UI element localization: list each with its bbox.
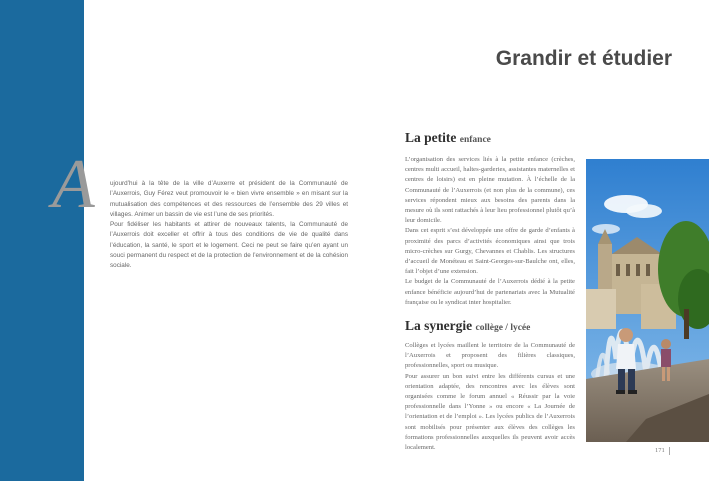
- intro-text: [110, 179, 348, 272]
- synergie-paragraph-1: Collèges et lycées maillent le territoire de la Communauté de l’Auxerrois et proposent des filières classiques, professionnelles, sport ou musique.: [405, 342, 575, 370]
- synergie-heading-sub: collège / lycée: [475, 323, 531, 333]
- synergie-heading: [405, 318, 575, 334]
- synergie-body: [405, 341, 575, 453]
- synergie-paragraph-2: Pour assurer un bon suivi entre les différents cursus et une orientation adaptée, des rencontres avec les élèves sont organisées comme le forum annuel « Réussir par la voie professionnelle dans l’Yonne » ou encore « La Journée de l’orientation et de l’emploi ». Les lycées publics de l’Auxerrois sont mobilisés pour présenter aux élèves des collèges les formations professionnelles auxquelles ils peuvent avoir accès localement.: [405, 372, 575, 452]
- synergie-heading-main: La synergie: [405, 318, 473, 333]
- petite-enfance-paragraph-3: Le budget de la Communauté de l’Auxerrois dédié à la petite enfance bénéficie aujourd’hui de partenariats avec la Mutualité française ou le syndicat inter hospitalier.: [405, 278, 575, 306]
- page-title: Grandir et étudier: [495, 47, 672, 70]
- petite-enfance-body: [405, 155, 575, 308]
- petite-enfance-heading-main: La petite: [405, 130, 457, 145]
- petite-enfance-paragraph-2: Dans cet esprit s’est développée une offre de garde d’enfants à proximité des parcs d’activités économiques ainsi que trois micro-crèches sur Gurgy, Chevannes et Chablis. Les structures d’accueil de Monéteau et Saint-Georges-sur-Baulche ont, elles, fait l’objet d’une extension.: [405, 227, 575, 276]
- page-number: 171: [655, 447, 670, 455]
- petite-enfance-section: [405, 130, 575, 146]
- petite-enfance-paragraph-1: L’organisation des services liés à la petite enfance (crèches, centres multi accueil, haltes-garderies, assistantes maternelles et centres de loisirs) est en pleine mutation. À l’échelle de la Communauté de l’Auxerrois (et non plus de la commune), ces services répondent mieux aux besoins des parents dans la mesure où ils sont rattachés à leur lieu professionnel plutôt qu’à leur domicile.: [405, 156, 575, 225]
- intro-paragraph-2: Pour fidéliser les habitants et attirer de nouveaux talents, la Communauté de l’Auxerrois doit exceller et offrir à tous des conditions de vie de qualité dans l’éducation, la santé, le sport et le logement. Ceci ne peut se faire qu’en ayant un souci permanent du respect et de la protection de l’environnement et de la cohésion sociale.: [110, 221, 348, 270]
- blue-side-band: [0, 0, 84, 481]
- intro-paragraph-1: ujourd’hui à la tête de la ville d’Auxerre et président de la Communauté de l’Auxerrois, Guy Férez veut promouvoir le « bien vivre ensemble » en misant sur la mutualisation des compétences et des ressources de l’ensemble des 29 villes et villages. Animer un bassin de vie est l’une de ses priorités.: [110, 180, 348, 218]
- synergie-section: [405, 318, 575, 334]
- drop-cap: A: [52, 146, 95, 223]
- petite-enfance-heading: [405, 130, 575, 146]
- fountain-children-cathedral-photo: [586, 159, 709, 442]
- petite-enfance-heading-sub: enfance: [459, 135, 491, 145]
